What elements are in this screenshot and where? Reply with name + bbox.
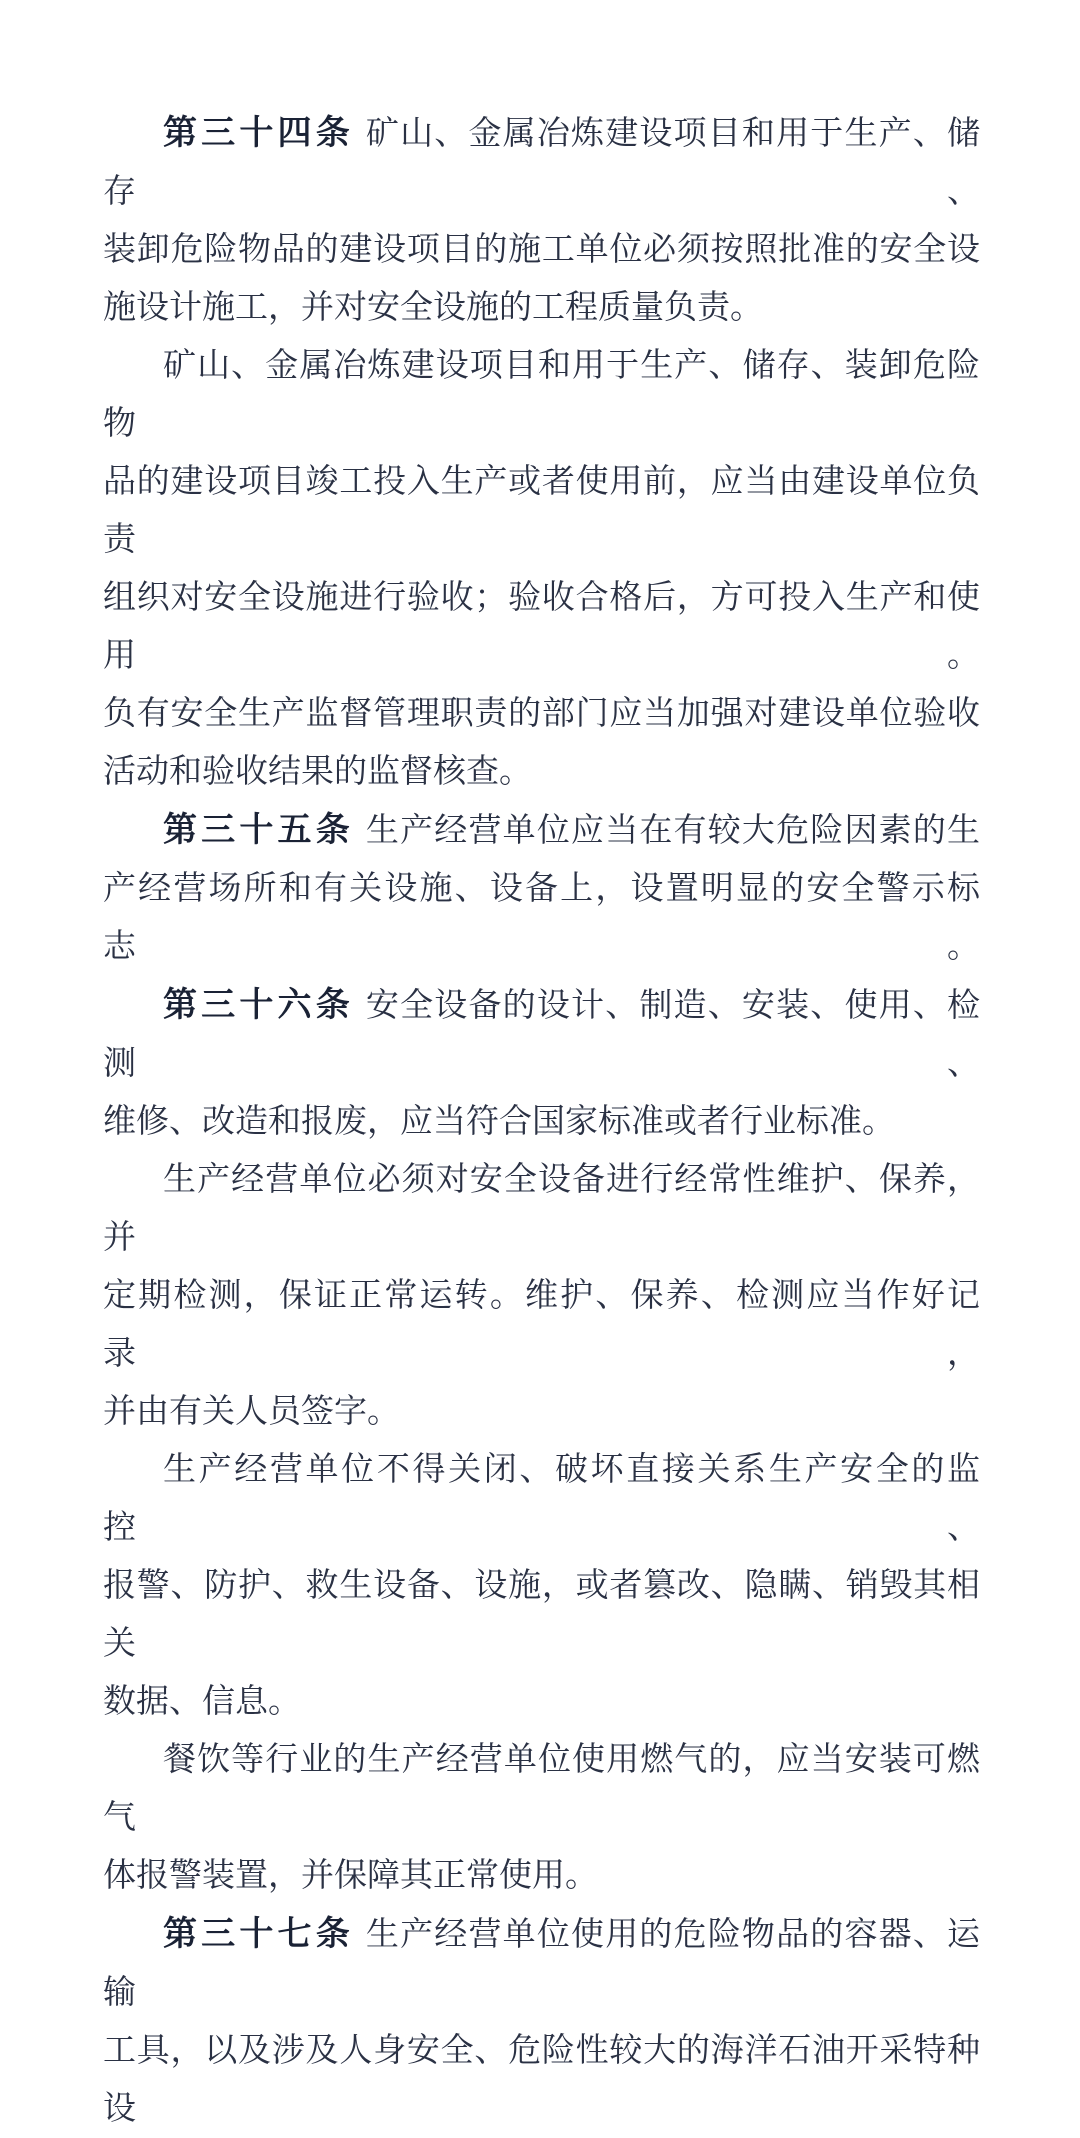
article-number-label: 第三十七条 [163, 1915, 354, 1953]
article-paragraph [103, 1151, 980, 1441]
text-line: 数据、信息。 [103, 1684, 301, 1720]
text-line: 体报警装置，并保障其正常使用。 [103, 1858, 598, 1894]
article-number-label: 第三十五条 [163, 811, 354, 849]
article-paragraph [103, 1731, 980, 1905]
text-run: 生产经营单位使用的危险物品的容器、运输 [103, 1917, 981, 2011]
text-line: 组织对安全设施进行验收；验收合格后，方可投入生产和使用。 [103, 580, 980, 674]
text-line [103, 1905, 980, 2022]
article-paragraph [103, 1441, 980, 1731]
text-line [103, 801, 980, 860]
text-line: 负有安全生产监督管理职责的部门应当加强对建设单位验收 [103, 696, 980, 732]
text-line: 并由有关人员签字。 [103, 1394, 400, 1430]
text-line: 品的建设项目竣工投入生产或者使用前，应当由建设单位负责 [103, 464, 980, 558]
text-run: 矿山、金属冶炼建设项目和用于生产、储存、 [103, 116, 981, 210]
article-paragraph [103, 1905, 980, 2138]
article-number-label: 第三十四条 [163, 114, 354, 152]
text-line: 活动和验收结果的监督核查。 [103, 754, 532, 790]
article-paragraph [103, 976, 980, 1151]
text-line: 定期检测，保证正常运转。维护、保养、检测应当作好记录， [103, 1278, 980, 1372]
text-line: 报警、防护、救生设备、设施，或者篡改、隐瞒、销毁其相关 [103, 1568, 980, 1662]
text-line: 工具，以及涉及人身安全、危险性较大的海洋石油开采特种设 [103, 2033, 980, 2127]
text-line: 维修、改造和报废，应当符合国家标准或者行业标准。 [103, 1104, 895, 1140]
text-line: 矿山、金属冶炼建设项目和用于生产、储存、装卸危险物 [103, 348, 980, 442]
text-line: 施设计施工，并对安全设施的工程质量负责。 [103, 290, 763, 326]
article-number-label: 第三十六条 [163, 986, 354, 1024]
text-line: 生产经营单位不得关闭、破坏直接关系生产安全的监控、 [103, 1452, 980, 1546]
text-line [103, 104, 980, 221]
article-paragraph [103, 104, 980, 337]
text-line: 产经营场所和有关设施、设备上，设置明显的安全警示标志。 [103, 871, 980, 965]
article-paragraph [103, 337, 980, 801]
text-run: 生产经营单位应当在有较大危险因素的生 [365, 813, 981, 849]
text-line: 装卸危险物品的建设项目的施工单位必须按照批准的安全设 [103, 232, 980, 268]
article-paragraph [103, 801, 980, 976]
text-run: 安全设备的设计、制造、安装、使用、检测、 [103, 988, 981, 1082]
text-line [103, 976, 980, 1093]
text-line: 餐饮等行业的生产经营单位使用燃气的，应当安装可燃气 [103, 1742, 980, 1836]
text-line: 生产经营单位必须对安全设备进行经常性维护、保养，并 [103, 1162, 980, 1256]
